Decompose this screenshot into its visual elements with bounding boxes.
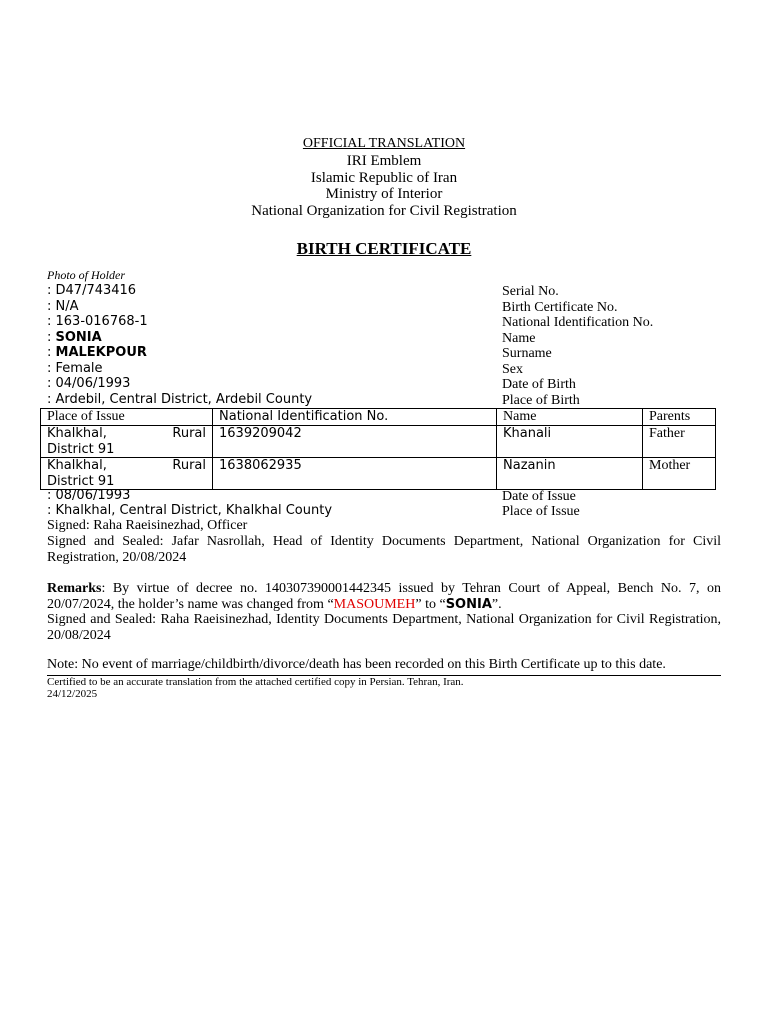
field-label: Place of Birth: [502, 393, 580, 408]
new-name: SONIA: [445, 597, 492, 612]
field-place-of-birth: [0, 392, 768, 408]
cell-place-of-issue: Khalkhal, Rural District 91: [41, 426, 213, 458]
field-value: : MALEKPOUR: [47, 345, 147, 360]
translation-date: 24/12/2025: [47, 688, 98, 700]
field-date-of-birth: [0, 376, 768, 392]
field-value: : Khalkhal, Central District, Khalkhal County: [47, 503, 333, 518]
table-row: [41, 458, 716, 490]
field-label: Surname: [502, 346, 552, 361]
cell-national-id: 1639209042: [213, 426, 497, 458]
field-birth-certificate-no: [0, 299, 768, 315]
header-ministry-line: Ministry of Interior: [325, 186, 443, 203]
cell-place-of-issue: Khalkhal, Rural District 91: [41, 458, 213, 490]
field-value: : SONIA: [47, 330, 102, 345]
signed-identity-documents: Signed and Sealed: Raha Raeisinezhad, Identity Documents Department, National Organization for Civil Registration, 20/08/2024: [47, 612, 721, 643]
column-header-place-of-issue: Place of Issue: [41, 409, 213, 426]
field-label: Date of Issue: [502, 489, 576, 504]
column-header-national-id: National Identification No.: [213, 409, 497, 426]
field-value: : D47/743416: [47, 283, 137, 298]
signed-head-of-department: Signed and Sealed: Jafar Nasrollah, Head of Identity Documents Department, National Organization for Civil Registration, 20/08/2024: [47, 534, 721, 565]
note-text: Note: No event of marriage/childbirth/divorce/death has been recorded on this Birth Certificate up to this date.: [47, 657, 666, 672]
table-header-row: [41, 409, 716, 426]
certified-statement: Certified to be an accurate translation from the attached certified copy in Persian. Tehran, Iran.: [47, 676, 464, 688]
column-header-parents: Parents: [643, 409, 716, 426]
field-label: Name: [502, 331, 536, 346]
field-value: : 163-016768-1: [47, 314, 148, 329]
cell-parent: Mother: [643, 458, 716, 490]
field-value: : Ardebil, Central District, Ardebil County: [47, 392, 313, 407]
cell-parent: Father: [643, 426, 716, 458]
header-organization-line: National Organization for Civil Registration: [251, 203, 517, 220]
field-label: Date of Birth: [502, 377, 576, 392]
field-serial-no: [0, 283, 768, 299]
field-label: Sex: [502, 362, 523, 377]
field-value: : N/A: [47, 299, 79, 314]
column-header-name: Name: [497, 409, 643, 426]
signed-officer: Signed: Raha Raeisinezhad, Officer: [47, 518, 248, 533]
photo-of-holder-label: Photo of Holder: [47, 268, 125, 282]
surname-value: MALEKPOUR: [55, 345, 147, 360]
field-label: Place of Issue: [502, 504, 580, 519]
cell-name: Nazanin: [497, 458, 643, 490]
field-national-id: [0, 314, 768, 330]
remarks-label: Remarks: [47, 581, 102, 596]
field-label: Birth Certificate No.: [502, 300, 618, 315]
field-value: : 08/06/1993: [47, 488, 131, 503]
table-row: [41, 426, 716, 458]
field-date-of-issue: [0, 488, 768, 504]
remarks-paragraph: Remarks: By virtue of decree no. 140307390001442345 issued by Tehran Court of Appeal, Bench No. 7, on 20/07/2024, the holder’s name was changed from “MASOUMEH” to “SONIA”.: [47, 581, 721, 612]
field-place-of-issue: [0, 503, 768, 519]
field-label: National Identification No.: [502, 315, 654, 330]
field-surname: [0, 345, 768, 361]
old-name: MASOUMEH: [333, 597, 416, 612]
header-country-line: Islamic Republic of Iran: [310, 169, 458, 186]
header-emblem-line: IRI Emblem: [346, 152, 422, 169]
parents-table: [40, 408, 716, 490]
cell-national-id: 1638062935: [213, 458, 497, 490]
cell-name: Khanali: [497, 426, 643, 458]
field-name: [0, 330, 768, 346]
page-title: BIRTH CERTIFICATE: [296, 239, 472, 258]
field-value: : 04/06/1993: [47, 376, 131, 391]
field-value: : Female: [47, 361, 103, 376]
document-header: [0, 136, 768, 220]
field-label: Serial No.: [502, 284, 559, 299]
name-value: SONIA: [55, 330, 102, 345]
field-sex: [0, 361, 768, 377]
official-translation-heading: OFFICIAL TRANSLATION: [302, 136, 466, 151]
